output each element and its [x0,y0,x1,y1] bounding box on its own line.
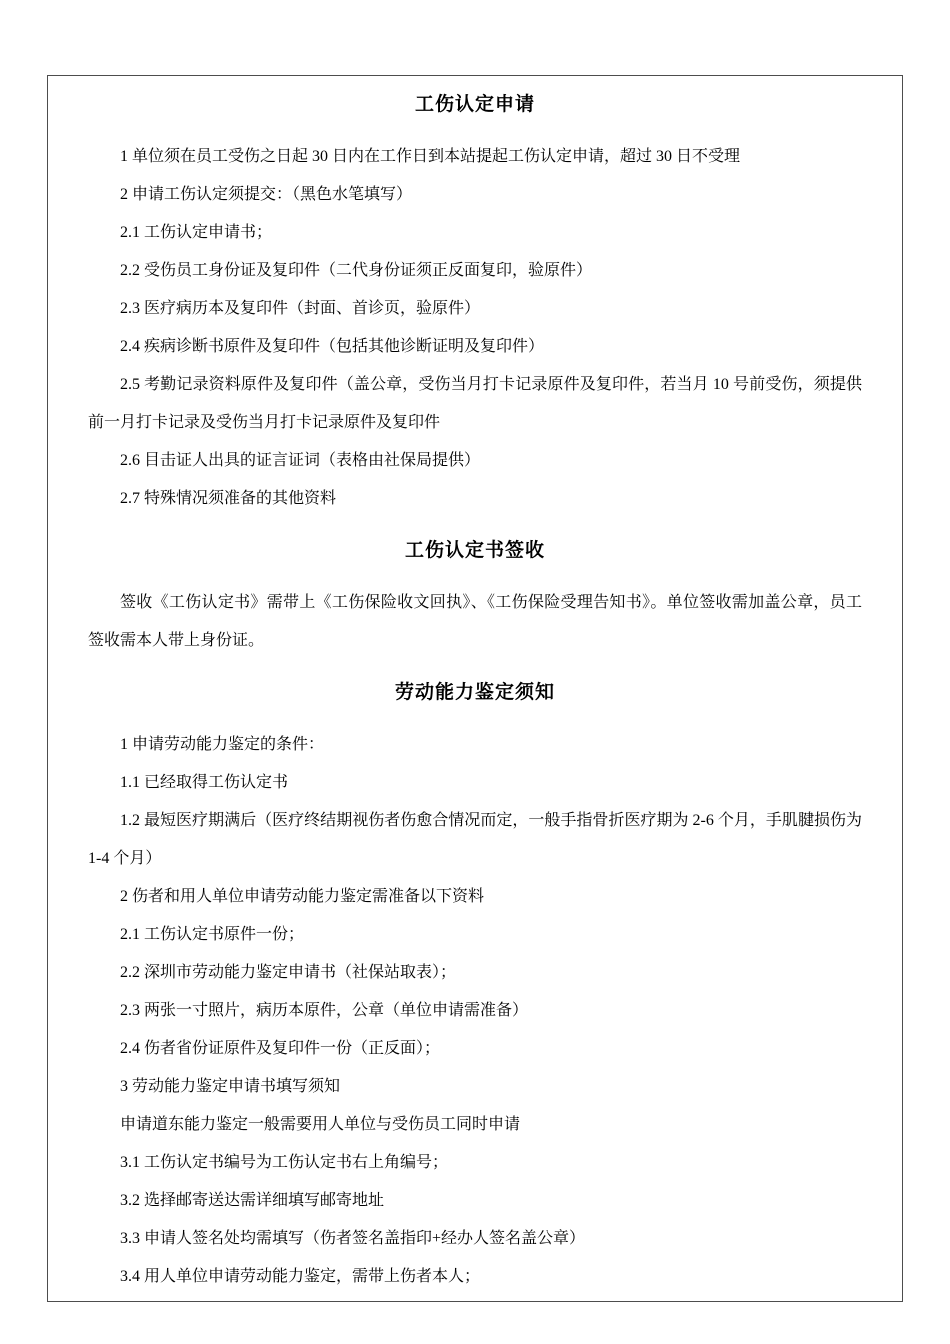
paragraph: 2.4 疾病诊断书原件及复印件（包括其他诊断证明及复印件） [120,338,545,355]
paragraph: 3.3 申请人签名处均需填写（伤者签名盖指印+经办人签名盖公章） [120,1230,586,1247]
paragraph: 2.2 深圳市劳动能力鉴定申请书（社保站取表）； [120,964,457,981]
paragraph: 申请道东能力鉴定一般需要用人单位与受伤员工同时申请 [120,1116,521,1133]
paragraph: 2 伤者和用人单位申请劳动能力鉴定需准备以下资料 [120,888,485,905]
section-title-labor-capacity-notice: 劳动能力鉴定须知 [394,682,555,703]
document-border-frame [47,75,903,1302]
section-title-certificate-signoff: 工伤认定书签收 [404,540,545,561]
paragraph: 2.2 受伤员工身份证及复印件（二代身份证须正反面复印，验原件） [120,262,593,279]
paragraph: 3 劳动能力鉴定申请书填写须知 [120,1078,341,1095]
paragraph: 1 申请劳动能力鉴定的条件： [120,736,325,753]
section-title-injury-application: 工伤认定申请 [414,94,535,115]
paragraph: 签收《工伤认定书》需带上《工伤保险收文回执》、《工伤保险受理告知书》。单位签收需加盖公章，员工签收需本人带上身份证。 [88,594,862,649]
paragraph: 2.4 伤者省份证原件及复印件一份（正反面）； [120,1040,441,1057]
paragraph: 3.4 用人单位申请劳动能力鉴定，需带上伤者本人； [120,1268,481,1285]
paragraph: 2.6 目击证人出具的证言证词（表格由社保局提供） [120,452,481,469]
paragraph: 2.1 工伤认定申请书； [120,224,273,241]
paragraph: 3.1 工伤认定书编号为工伤认定书右上角编号； [120,1154,449,1171]
paragraph: 1 单位须在员工受伤之日起 30 日内在工作日到本站提起工伤认定申请，超过 30 日不受理 [120,148,741,165]
paragraph: 1.2 最短医疗期满后（医疗终结期视伤者伤愈合情况而定，一般手指骨折医疗期为 2-6 个月，手肌腱损伤为 1-4 个月） [88,812,862,867]
paragraph: 2.3 两张一寸照片，病历本原件，公章（单位申请需准备） [120,1002,529,1019]
paragraph: 1.1 已经取得工伤认定书 [120,774,289,791]
paragraph: 2 申请工伤认定须提交：（黑色水笔填写） [120,186,413,203]
paragraph: 2.1 工伤认定书原件一份； [120,926,305,943]
paragraph: 3.2 选择邮寄送达需详细填写邮寄地址 [120,1192,385,1209]
paragraph: 2.5 考勤记录资料原件及复印件（盖公章，受伤当月打卡记录原件及复印件，若当月 10 号前受伤，须提供前一月打卡记录及受伤当月打卡记录原件及复印件 [88,376,862,431]
paragraph: 2.3 医疗病历本及复印件（封面、首诊页，验原件） [120,300,481,317]
paragraph: 2.7 特殊情况须准备的其他资料 [120,490,337,507]
